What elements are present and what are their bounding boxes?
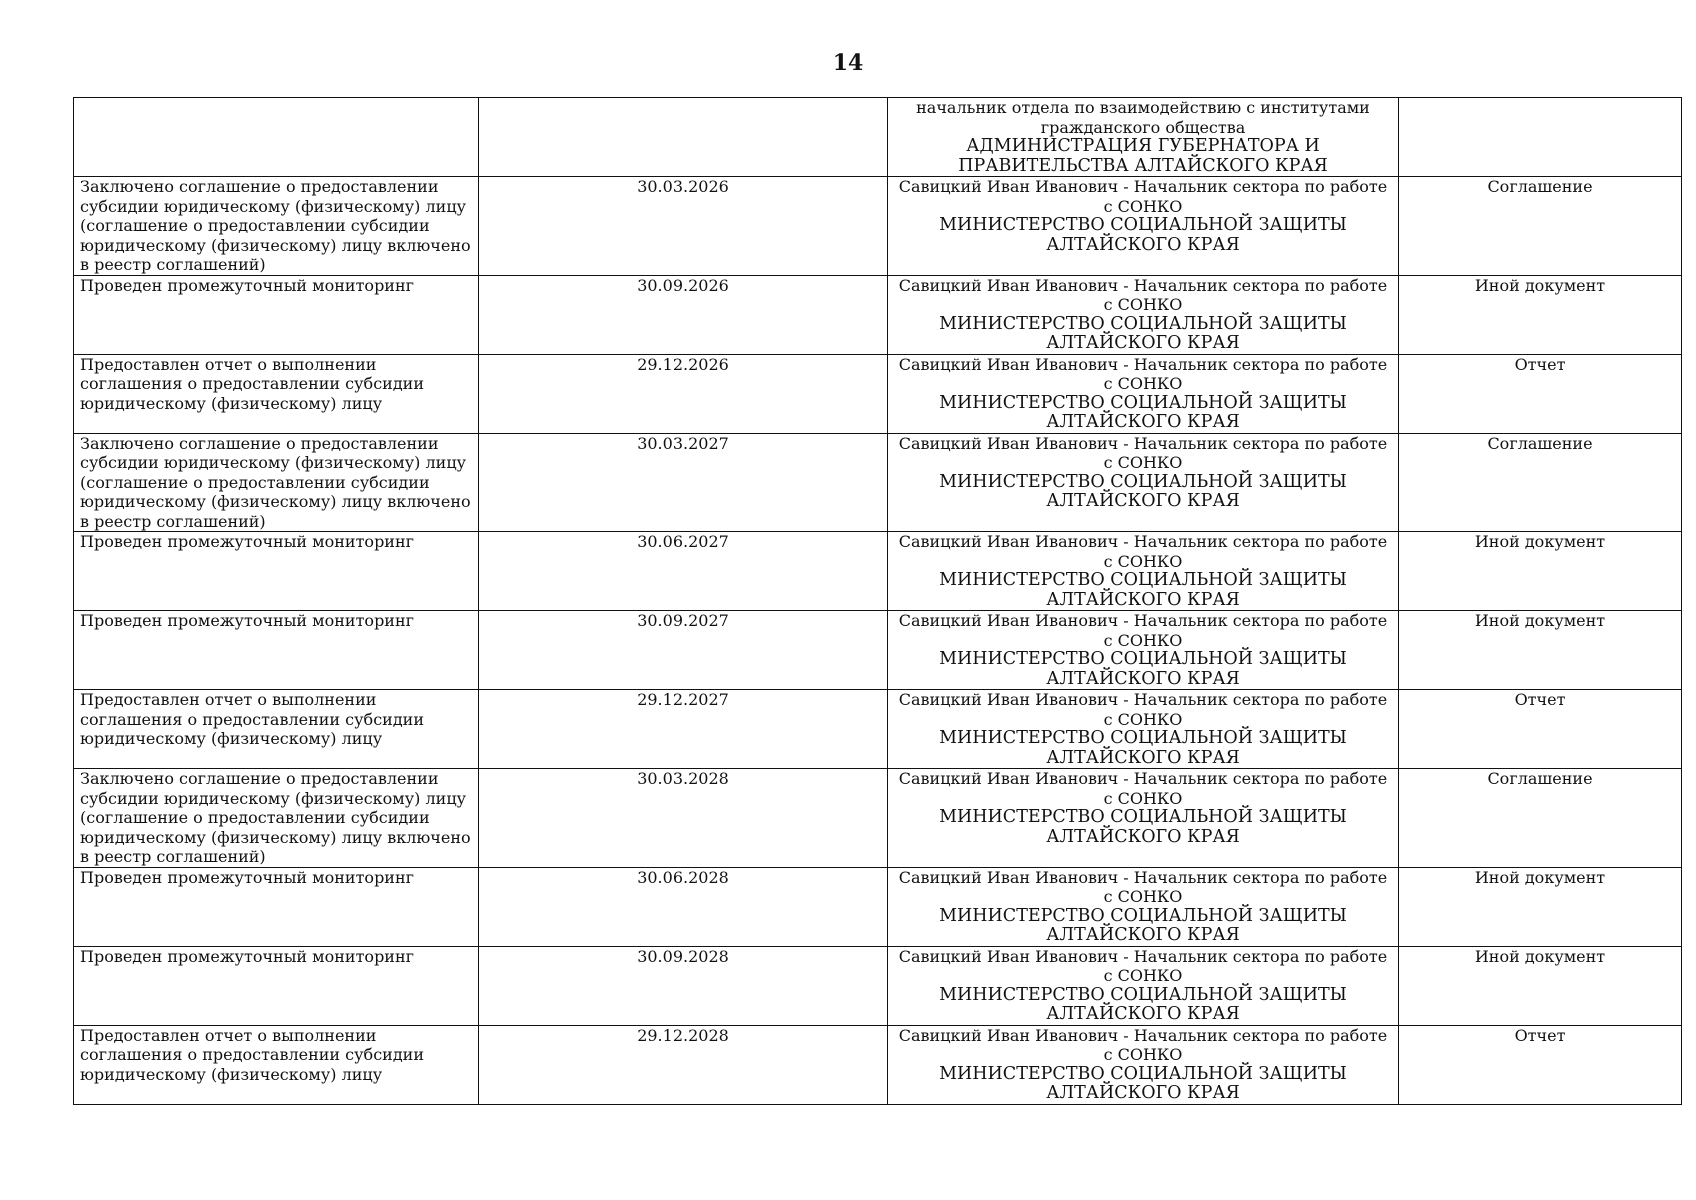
date-cell: 29.12.2027 [479, 690, 888, 769]
document-cell: Иной документ [1399, 867, 1682, 946]
responsible-position-line2: гражданского общества [1040, 117, 1246, 137]
document-cell: Соглашение [1399, 769, 1682, 868]
responsible-cell [888, 98, 1399, 177]
table-row [74, 177, 1682, 276]
responsible-cell [888, 611, 1399, 690]
event-cell [74, 98, 479, 177]
control-points-table [73, 97, 1682, 1105]
responsible-cell [888, 275, 1399, 354]
document-cell: Соглашение [1399, 177, 1682, 276]
responsible-cell [888, 769, 1399, 868]
responsible-organization: МИНИСТЕРСТВО СОЦИАЛЬНОЙ ЗАЩИТЫ АЛТАЙСКОГО КРАЯ [939, 392, 1347, 432]
date-cell: 29.12.2028 [479, 1025, 888, 1104]
event-cell: Заключено соглашение о предоставлении субсидии юридическому (физическому) лицу (соглашение о предоставлении субсидии юридическому (физическому) лицу включено в реестр соглашений) [74, 177, 479, 276]
event-cell: Проведен промежуточный мониторинг [74, 532, 479, 611]
responsible-person: Савицкий Иван Иванович - Начальник сектора по работе с СОНКО [898, 690, 1388, 729]
document-cell: Отчет [1399, 354, 1682, 433]
responsible-person: Савицкий Иван Иванович - Начальник сектора по работе с СОНКО [898, 354, 1388, 393]
date-cell: 30.09.2028 [479, 946, 888, 1025]
table-row [74, 769, 1682, 868]
table-row [74, 532, 1682, 611]
table-row [74, 354, 1682, 433]
table-body [74, 98, 1682, 1105]
document-cell: Отчет [1399, 690, 1682, 769]
responsible-organization: МИНИСТЕРСТВО СОЦИАЛЬНОЙ ЗАЩИТЫ АЛТАЙСКОГО КРАЯ [939, 1063, 1347, 1103]
document-cell: Иной документ [1399, 275, 1682, 354]
event-cell: Предоставлен отчет о выполнении соглашения о предоставлении субсидии юридическому (физическому) лицу [74, 1025, 479, 1104]
table-row-continuation [74, 98, 1682, 177]
responsible-organization: МИНИСТЕРСТВО СОЦИАЛЬНОЙ ЗАЩИТЫ АЛТАЙСКОГО КРАЯ [939, 807, 1347, 847]
date-cell: 30.09.2027 [479, 611, 888, 690]
responsible-person: Савицкий Иван Иванович - Начальник сектора по работе с СОНКО [898, 769, 1388, 808]
responsible-organization: МИНИСТЕРСТВО СОЦИАЛЬНОЙ ЗАЩИТЫ АЛТАЙСКОГО КРАЯ [939, 728, 1347, 768]
date-cell: 29.12.2026 [479, 354, 888, 433]
responsible-person: Савицкий Иван Иванович - Начальник сектора по работе с СОНКО [898, 532, 1388, 571]
event-cell: Проведен промежуточный мониторинг [74, 946, 479, 1025]
responsible-cell [888, 354, 1399, 433]
event-cell: Предоставлен отчет о выполнении соглашения о предоставлении субсидии юридическому (физическому) лицу [74, 690, 479, 769]
responsible-cell [888, 946, 1399, 1025]
responsible-person: Савицкий Иван Иванович - Начальник сектора по работе с СОНКО [898, 177, 1388, 216]
document-cell: Иной документ [1399, 532, 1682, 611]
document-cell: Отчет [1399, 1025, 1682, 1104]
event-cell: Проведен промежуточный мониторинг [74, 867, 479, 946]
table-row [74, 1025, 1682, 1104]
responsible-cell [888, 177, 1399, 276]
date-cell [479, 98, 888, 177]
responsible-organization: МИНИСТЕРСТВО СОЦИАЛЬНОЙ ЗАЩИТЫ АЛТАЙСКОГО КРАЯ [939, 313, 1347, 353]
responsible-organization: АДМИНИСТРАЦИЯ ГУБЕРНАТОРА И ПРАВИТЕЛЬСТВА АЛТАЙСКОГО КРАЯ [958, 136, 1328, 176]
responsible-cell [888, 867, 1399, 946]
responsible-organization: МИНИСТЕРСТВО СОЦИАЛЬНОЙ ЗАЩИТЫ АЛТАЙСКОГО КРАЯ [939, 570, 1347, 610]
responsible-organization: МИНИСТЕРСТВО СОЦИАЛЬНОЙ ЗАЩИТЫ АЛТАЙСКОГО КРАЯ [939, 649, 1347, 689]
event-cell: Предоставлен отчет о выполнении соглашения о предоставлении субсидии юридическому (физическому) лицу [74, 354, 479, 433]
responsible-person: Савицкий Иван Иванович - Начальник сектора по работе с СОНКО [898, 867, 1388, 906]
responsible-organization: МИНИСТЕРСТВО СОЦИАЛЬНОЙ ЗАЩИТЫ АЛТАЙСКОГО КРАЯ [939, 471, 1347, 511]
responsible-cell [888, 1025, 1399, 1104]
responsible-person: Савицкий Иван Иванович - Начальник сектора по работе с СОНКО [898, 946, 1388, 985]
responsible-position-line1: начальник отдела по взаимодействию с институтами [916, 98, 1370, 117]
table-row [74, 611, 1682, 690]
responsible-cell [888, 532, 1399, 611]
responsible-organization: МИНИСТЕРСТВО СОЦИАЛЬНОЙ ЗАЩИТЫ АЛТАЙСКОГО КРАЯ [939, 905, 1347, 945]
responsible-person: Савицкий Иван Иванович - Начальник сектора по работе с СОНКО [898, 1025, 1388, 1064]
event-cell: Заключено соглашение о предоставлении субсидии юридическому (физическому) лицу (соглашение о предоставлении субсидии юридическому (физическому) лицу включено в реестр соглашений) [74, 769, 479, 868]
responsible-organization: МИНИСТЕРСТВО СОЦИАЛЬНОЙ ЗАЩИТЫ АЛТАЙСКОГО КРАЯ [939, 984, 1347, 1024]
responsible-organization: МИНИСТЕРСТВО СОЦИАЛЬНОЙ ЗАЩИТЫ АЛТАЙСКОГО КРАЯ [939, 215, 1347, 255]
event-cell: Проведен промежуточный мониторинг [74, 611, 479, 690]
table-row [74, 867, 1682, 946]
document-cell: Иной документ [1399, 946, 1682, 1025]
responsible-cell [888, 433, 1399, 532]
date-cell: 30.03.2026 [479, 177, 888, 276]
responsible-cell [888, 690, 1399, 769]
table-row [74, 275, 1682, 354]
date-cell: 30.03.2027 [479, 433, 888, 532]
event-cell: Проведен промежуточный мониторинг [74, 275, 479, 354]
table-row [74, 433, 1682, 532]
event-cell: Заключено соглашение о предоставлении субсидии юридическому (физическому) лицу (соглашение о предоставлении субсидии юридическому (физическому) лицу включено в реестр соглашений) [74, 433, 479, 532]
date-cell: 30.06.2028 [479, 867, 888, 946]
date-cell: 30.09.2026 [479, 275, 888, 354]
document-cell [1399, 98, 1682, 177]
table-row [74, 690, 1682, 769]
document-cell: Иной документ [1399, 611, 1682, 690]
document-cell: Соглашение [1399, 433, 1682, 532]
date-cell: 30.03.2028 [479, 769, 888, 868]
responsible-person: Савицкий Иван Иванович - Начальник сектора по работе с СОНКО [898, 611, 1388, 650]
date-cell: 30.06.2027 [479, 532, 888, 611]
responsible-person: Савицкий Иван Иванович - Начальник сектора по работе с СОНКО [898, 433, 1388, 472]
responsible-person: Савицкий Иван Иванович - Начальник сектора по работе с СОНКО [898, 275, 1388, 314]
table-row [74, 946, 1682, 1025]
page-number: 14 [832, 50, 864, 76]
